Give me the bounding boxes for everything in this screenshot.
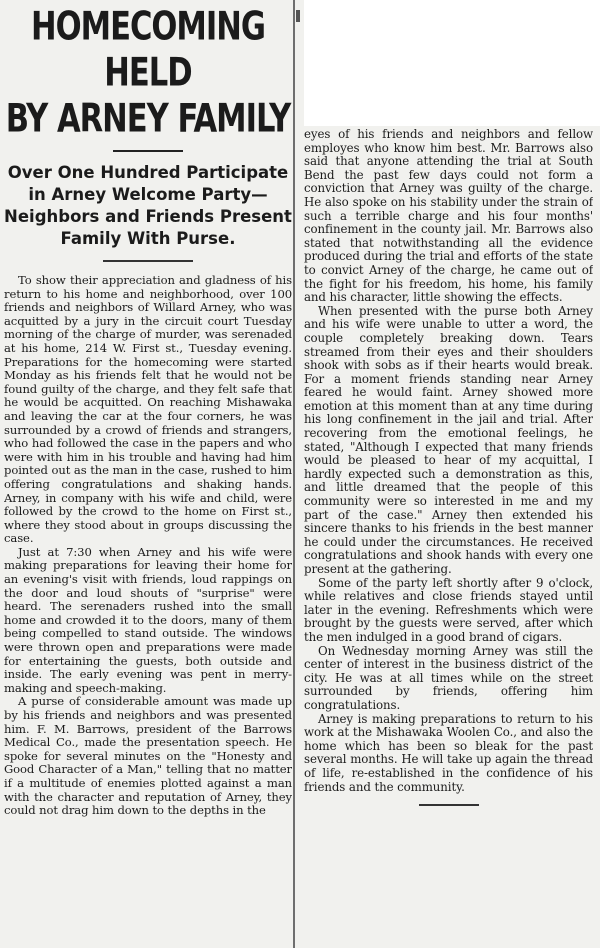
paragraph-right-4: On Wednesday morning Arney was still the center of interest in the business district of the city. He was at all times while on the street surrounded by friends, offering him congratulations.	[304, 643, 593, 712]
end-rule	[419, 804, 479, 806]
paragraph-right-1: eyes of his friends and neighbors and fellow employes who know him best. Mr. Barrows also said that anyone attending the trial at South Bend the past few days could not form a conviction that Arney was guilty of the charge. He also spoke on his stability under the strain of such a terrible charge and his four months' confinement in the county jail. Mr. Barrows also stated that notwithstanding all the evidence produced during the trial and efforts of the state to convict Arney of the charge, he came out of the fight for his freedom, his home, his family and his character, little showing the effects.	[304, 128, 593, 305]
paragraph-left-3: A purse of considerable amount was made up by his friends and neighbors and was presented him. F. M. Barrows, president of the Barrows Medical Co., made the presentation speech. He spoke for several minutes on the "Honesty and Good Character of a Man," telling that no matter if a multitude of enemies plotted against a man with the character and reputation of Arney, they could not drag him down to the depths in the	[4, 694, 292, 818]
headline	[4, 4, 292, 142]
paragraph-left-1: To show their appreciation and gladness of his return to his home and neighborhood, over 100 friends and neighbors of Willard Arney, who was acquitted by a jury in the circuit court Tuesday morning of the charge of murder, was serenaded at his home, 214 W. First st., Tuesday evening. Preparations for the homecoming were started Monday as his friends felt that he would not be found guilty of the charge, and they felt safe that he would be acquitted. On reaching Mishawaka and leaving the car at the four corners, he was surrounded by a crowd of friends and strangers, who had followed the case in the papers and who were with him in his trouble and having had him pointed out as the man in the case, rushed to him offering congratulations and shaking hands. Arney, in company with his wife and child, were followed by the crowd to the home on First st., where they stood about in groups discussing the case.	[4, 273, 292, 546]
paragraph-right-5: Arney is making preparations to return to his work at the Mishawaka Woolen Co., and also the home which has been so bleak for the past several months. He will take up again the thread of life, re-established in the confidence of his friends and the community.	[304, 711, 593, 794]
left-column	[4, 4, 292, 944]
paragraph-left-2: Just at 7:30 when Arney and his wife were making preparations for leaving their home for an evening's visit with friends, loud rappings on the door and loud shouts of "surprise" were heard. The serenaders rushed into the small home and crowded it to the doors, many of them being compelled to stand outside. The windows were thrown open and preparations were made for entertaining the guests, both outside and inside. The early evening was pent in merry-making and speech-making.	[4, 544, 292, 695]
paragraph-right-2: When presented with the purse both Arney and his wife were unable to utter a word, the couple completely breaking down. Tears streamed from their eyes and their shoulders shook with sobs as if their hearts would break. For a moment friends standing near Arney feared he would faint. Arney showed more emotion at this moment than at any time during his long confinement in the jail and trial. After recovering from the emotional feelings, he stated, "Although I expected that many friends would be pleased to hear of my acquittal, I hardly expected such a demonstration as this, and little dreamed that the people of this community were so interested in me and my part of the case." Arney then extended his sincere thanks to his friends in the best manner he could under the circumstances. He received congratulations and shook hands with every one present at the gathering.	[304, 303, 593, 576]
blank-area	[304, 0, 600, 126]
column-mark	[296, 10, 300, 22]
headline-line-1: HOMECOMING HELD	[31, 4, 265, 96]
deck-rule	[103, 260, 193, 262]
headline-line-2: BY ARNEY FAMILY	[5, 96, 291, 142]
right-column	[304, 128, 593, 944]
paragraph-right-3: Some of the party left shortly after 9 o'clock, while relatives and close friends stayed until later in the evening. Refreshments which were brought by the guests were served, after which the men indulged in a good brand of cigars.	[304, 575, 593, 644]
deck-subheadline: Over One Hundred Participate in Arney Welcome Party— Neighbors and Friends Present Family With Purse.	[4, 163, 292, 248]
headline-rule	[113, 150, 183, 152]
column-divider	[293, 0, 295, 948]
